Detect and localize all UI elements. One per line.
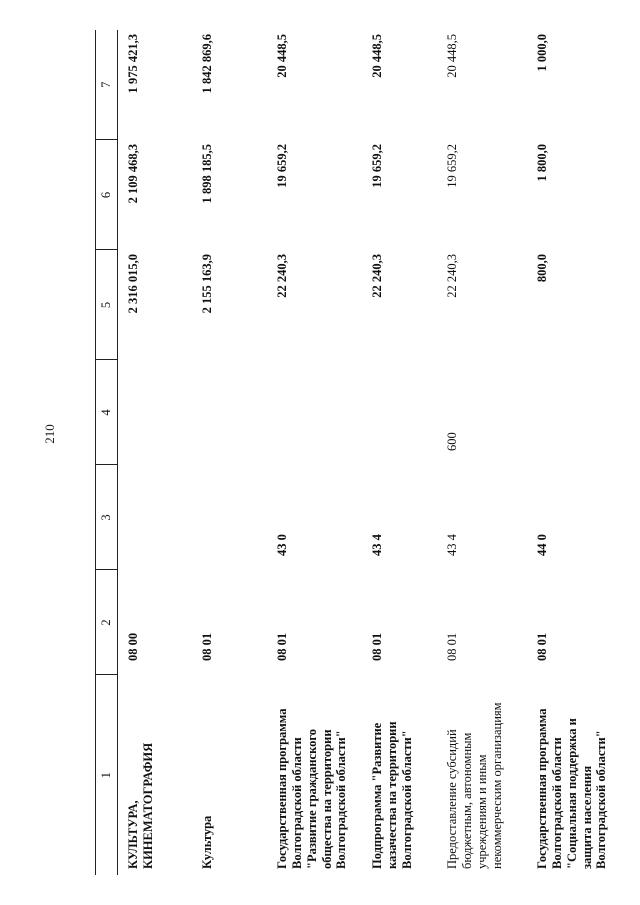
table-row bbox=[362, 30, 437, 875]
row-value-6: 19 659,2 bbox=[370, 144, 385, 188]
row-type bbox=[362, 360, 437, 465]
row-name: Государственная программа Волгоградской области "Развитие гражданского общества на территории Волгоградской области" bbox=[275, 708, 349, 869]
row-type bbox=[117, 360, 192, 465]
row-value-5: 22 240,3 bbox=[370, 254, 385, 298]
row-value-7: 1 842 869,6 bbox=[200, 34, 215, 94]
row-value-6: 2 109 468,3 bbox=[125, 144, 140, 204]
row-value-7: 20 448,5 bbox=[275, 34, 290, 78]
row-target: 44 0 bbox=[535, 534, 550, 556]
header-col-2: 2 bbox=[96, 570, 118, 675]
row-name: Государственная программа Волгоградской области "Социальная поддержка и защита населения Волгоградской области" bbox=[535, 708, 609, 869]
row-target bbox=[192, 465, 267, 570]
row-value-5: 22 240,3 bbox=[445, 254, 460, 298]
row-name: Предоставление субсидий бюджетным, автономным учреждениям и иным некоммерческим организациям bbox=[445, 702, 504, 869]
table-row bbox=[527, 30, 617, 875]
table-row bbox=[192, 30, 267, 875]
row-section: 08 01 bbox=[275, 632, 290, 661]
row-type bbox=[267, 360, 362, 465]
row-section: 08 01 bbox=[535, 632, 550, 661]
row-target: 43 0 bbox=[275, 534, 290, 556]
table-header-row bbox=[96, 30, 118, 875]
row-target bbox=[117, 465, 192, 570]
row-value-7: 1 975 421,3 bbox=[125, 34, 140, 94]
row-type bbox=[527, 360, 617, 465]
row-section: 08 01 bbox=[370, 632, 385, 661]
row-target: 43 4 bbox=[370, 534, 385, 556]
header-col-7: 7 bbox=[96, 30, 118, 140]
row-type: 600 bbox=[445, 432, 460, 451]
header-col-4: 4 bbox=[96, 360, 118, 465]
row-section: 08 00 bbox=[125, 632, 140, 661]
row-value-6: 19 659,2 bbox=[445, 144, 460, 188]
row-type bbox=[192, 360, 267, 465]
row-value-7: 1 000,0 bbox=[535, 34, 550, 72]
row-name: Культура bbox=[200, 815, 215, 869]
row-target: 43 4 bbox=[445, 534, 460, 556]
row-name: КУЛЬТУРА, КИНЕМАТОГРАФИЯ bbox=[125, 742, 155, 869]
row-value-6: 1 898 185,5 bbox=[200, 144, 215, 204]
table-row bbox=[267, 30, 362, 875]
row-name: Подпрограмма "Развитие казачества на территории Волгоградской области" bbox=[370, 721, 414, 869]
row-value-7: 20 448,5 bbox=[370, 34, 385, 78]
row-value-5: 22 240,3 bbox=[275, 254, 290, 298]
row-value-5: 2 155 163,9 bbox=[200, 254, 215, 314]
row-value-6: 1 800,0 bbox=[535, 144, 550, 182]
budget-table bbox=[95, 30, 617, 875]
row-section: 08 01 bbox=[200, 632, 215, 661]
header-col-3: 3 bbox=[96, 465, 118, 570]
row-section: 08 01 bbox=[445, 632, 460, 661]
table-row bbox=[437, 30, 527, 875]
budget-table-rotated bbox=[95, 30, 609, 875]
table-row bbox=[117, 30, 192, 875]
header-col-6: 6 bbox=[96, 140, 118, 250]
row-value-6: 19 659,2 bbox=[275, 144, 290, 188]
header-col-1: 1 bbox=[96, 675, 118, 875]
page-number: 210 bbox=[42, 424, 57, 444]
row-value-5: 800,0 bbox=[535, 254, 550, 283]
row-value-7: 20 448,5 bbox=[445, 34, 460, 78]
row-value-5: 2 316 015,0 bbox=[125, 254, 140, 314]
header-col-5: 5 bbox=[96, 250, 118, 360]
